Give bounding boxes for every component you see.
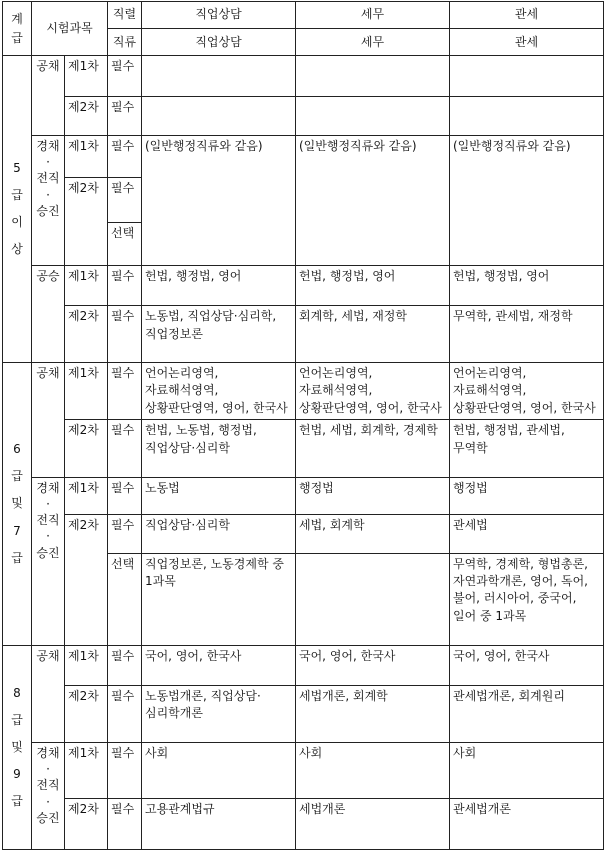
subject-cell: 헌법, 행정법, 영어 bbox=[142, 266, 296, 306]
subject-type-cell: 필수 bbox=[108, 96, 142, 135]
grade-gap bbox=[3, 784, 31, 792]
subject-type-cell: 필수 bbox=[108, 362, 142, 420]
subject-cell: 관세법개론 bbox=[450, 799, 604, 850]
subject-cell: 국어, 영어, 한국사 bbox=[142, 646, 296, 685]
table-row bbox=[3, 306, 604, 362]
grade-cell-g8 bbox=[3, 646, 32, 850]
subject-type-cell: 필수 bbox=[108, 477, 142, 514]
subject-cell: (일반행정직류와 같음) bbox=[296, 136, 450, 266]
subject-cell: 국어, 영어, 한국사 bbox=[296, 646, 450, 685]
subject-cell bbox=[450, 96, 604, 135]
grade-gap bbox=[3, 178, 31, 186]
subject-cell bbox=[450, 56, 604, 96]
stage-cell: 제2차 bbox=[65, 420, 108, 477]
subject-cell: 행정법 bbox=[296, 477, 450, 514]
subject-type-cell: 필수 bbox=[108, 646, 142, 685]
subject-cell: 고용관계법규 bbox=[142, 799, 296, 850]
subject-cell bbox=[142, 96, 296, 135]
category-char: · bbox=[46, 497, 50, 512]
stage-cell: 제1차 bbox=[65, 477, 108, 514]
subject-type-cell: 필수 bbox=[108, 306, 142, 362]
category-char: 전직 bbox=[36, 778, 60, 793]
subject-cell: (일반행정직류와 같음) bbox=[142, 136, 296, 266]
grade-gap bbox=[3, 730, 31, 738]
subject-cell: 무역학, 관세법, 재정학 bbox=[450, 306, 604, 362]
subject-cell: 사회 bbox=[296, 743, 450, 799]
category-char: 전직 bbox=[36, 513, 60, 528]
grade-gap bbox=[3, 232, 31, 240]
header-row-series bbox=[3, 2, 604, 29]
exam-subject-table bbox=[2, 1, 604, 850]
subject-type-cell: 필수 bbox=[108, 420, 142, 477]
subject-type-cell: 필수 bbox=[108, 799, 142, 850]
category-gongchae: 공채 bbox=[32, 362, 65, 477]
category-char: 승진 bbox=[36, 810, 60, 825]
table-row bbox=[3, 96, 604, 135]
subject-cell: 세법개론, 회계학 bbox=[296, 685, 450, 742]
category-char: 전직 bbox=[36, 171, 60, 186]
table-row bbox=[3, 362, 604, 420]
stage-cell: 제2차 bbox=[65, 96, 108, 135]
subject-cell bbox=[296, 56, 450, 96]
grade-cell-g5 bbox=[3, 56, 32, 362]
table-row bbox=[3, 136, 604, 178]
subject-cell: 헌법, 행정법, 영어 bbox=[296, 266, 450, 306]
subject-cell: 국어, 영어, 한국사 bbox=[450, 646, 604, 685]
grade-char: 이 bbox=[11, 215, 23, 230]
stage-cell: 제2차 bbox=[65, 306, 108, 362]
stage-cell: 제2차 bbox=[65, 799, 108, 850]
subject-cell bbox=[296, 96, 450, 135]
table-row bbox=[3, 515, 604, 553]
grade-gap bbox=[3, 486, 31, 494]
subject-cell: 세법개론 bbox=[296, 799, 450, 850]
kind-header-1: 직업상담 bbox=[142, 29, 296, 56]
category-char: · bbox=[46, 762, 50, 777]
subject-cell: 회계학, 세법, 재정학 bbox=[296, 306, 450, 362]
series-row-label: 직렬 bbox=[108, 2, 142, 29]
category-char: · bbox=[46, 529, 50, 544]
stage-cell: 제2차 bbox=[65, 515, 108, 646]
subject-cell: 직업상담·심리학 bbox=[142, 515, 296, 553]
kind-header-2: 세무 bbox=[296, 29, 450, 56]
category-gongseung: 공승 bbox=[32, 266, 65, 363]
subject-cell: (일반행정직류와 같음) bbox=[450, 136, 604, 266]
grade-char: 급 bbox=[11, 187, 23, 202]
grade-char: 급 bbox=[11, 469, 23, 484]
table-row bbox=[3, 56, 604, 96]
series-header-3: 관세 bbox=[450, 2, 604, 29]
grade-char: 7 bbox=[13, 523, 21, 538]
subject-cell: 헌법, 세법, 회계학, 경제학 bbox=[296, 420, 450, 477]
subject-cell: 언어논리영역, 자료해석영역, 상황판단영역, 영어, 한국사 bbox=[450, 362, 604, 420]
subject-cell: 세법, 회계학 bbox=[296, 515, 450, 553]
stage-cell: 제1차 bbox=[65, 56, 108, 96]
subject-cell: 헌법, 행정법, 관세법, 무역학 bbox=[450, 420, 604, 477]
kind-header-3: 관세 bbox=[450, 29, 604, 56]
stage-cell: 제1차 bbox=[65, 362, 108, 420]
series-header-2: 세무 bbox=[296, 2, 450, 29]
subject-header: 시험과목 bbox=[32, 2, 108, 56]
category-char: 승진 bbox=[36, 545, 60, 560]
subject-type-cell: 필수 bbox=[108, 743, 142, 799]
table-row bbox=[3, 646, 604, 685]
subject-cell: 노동법 bbox=[142, 477, 296, 514]
subject-cell bbox=[142, 56, 296, 96]
grade-char: 및 bbox=[11, 496, 23, 511]
category-char: 승진 bbox=[36, 203, 60, 218]
category-char: 경채 bbox=[36, 139, 60, 154]
series-header-1: 직업상담 bbox=[142, 2, 296, 29]
table-row bbox=[3, 266, 604, 306]
subject-type-cell: 필수 bbox=[108, 685, 142, 742]
grade-char: 8 bbox=[13, 685, 21, 700]
category-char: · bbox=[46, 155, 50, 170]
table-row bbox=[3, 799, 604, 850]
subject-cell: 노동법, 직업상담·심리학, 직업정보론 bbox=[142, 306, 296, 362]
category-char: 경채 bbox=[36, 746, 60, 761]
subject-type-cell: 선택 bbox=[108, 222, 142, 265]
subject-type-cell: 필수 bbox=[108, 136, 142, 178]
grade-gap bbox=[3, 541, 31, 549]
category-gyeongchae bbox=[32, 477, 65, 645]
subject-cell: 행정법 bbox=[450, 477, 604, 514]
subject-type-cell: 필수 bbox=[108, 515, 142, 553]
subject-cell: 직업정보론, 노동경제학 중 1과목 bbox=[142, 553, 296, 646]
grade-gap bbox=[3, 514, 31, 522]
table-row bbox=[3, 477, 604, 514]
category-gyeongchae bbox=[32, 743, 65, 850]
category-char: · bbox=[46, 187, 50, 202]
stage-cell: 제1차 bbox=[65, 743, 108, 799]
subject-type-cell: 필수 bbox=[108, 266, 142, 306]
grade-char: 급 bbox=[11, 550, 23, 565]
subject-type-cell: 필수 bbox=[108, 178, 142, 222]
subject-cell: 언어논리영역, 자료해석영역, 상황판단영역, 영어, 한국사 bbox=[296, 362, 450, 420]
grade-gap bbox=[3, 459, 31, 467]
category-gyeongchae bbox=[32, 136, 65, 266]
grade-header bbox=[3, 2, 32, 56]
kind-row-label: 직류 bbox=[108, 29, 142, 56]
subject-cell bbox=[296, 553, 450, 646]
subject-cell: 관세법개론, 회계원리 bbox=[450, 685, 604, 742]
subject-cell: 언어논리영역, 자료해석영역, 상황판단영역, 영어, 한국사 bbox=[142, 362, 296, 420]
subject-type-cell: 필수 bbox=[108, 56, 142, 96]
table-row bbox=[3, 685, 604, 742]
category-gongchae: 공채 bbox=[32, 646, 65, 743]
stage-cell: 제1차 bbox=[65, 646, 108, 685]
subject-cell: 노동법개론, 직업상담·심리학개론 bbox=[142, 685, 296, 742]
subject-cell: 무역학, 경제학, 형법총론, 자연과학개론, 영어, 독어, 불어, 러시아어, 중국어, 일어 중 1과목 bbox=[450, 553, 604, 646]
grade-char: 상 bbox=[11, 242, 23, 257]
subject-cell: 헌법, 노동법, 행정법, 직업상담·심리학 bbox=[142, 420, 296, 477]
grade-cell-g6 bbox=[3, 362, 32, 645]
grade-header-char: 계 bbox=[11, 11, 23, 26]
stage-cell: 제2차 bbox=[65, 685, 108, 742]
table-row bbox=[3, 743, 604, 799]
grade-header-char: 급 bbox=[11, 30, 23, 45]
subject-cell: 사회 bbox=[142, 743, 296, 799]
subject-cell: 사회 bbox=[450, 743, 604, 799]
grade-char: 9 bbox=[13, 767, 21, 782]
stage-cell: 제1차 bbox=[65, 266, 108, 306]
grade-gap bbox=[3, 757, 31, 765]
grade-char: 급 bbox=[11, 712, 23, 727]
category-char: 경채 bbox=[36, 480, 60, 495]
subject-cell: 헌법, 행정법, 영어 bbox=[450, 266, 604, 306]
grade-gap bbox=[3, 205, 31, 213]
grade-char: 및 bbox=[11, 740, 23, 755]
grade-gap bbox=[3, 703, 31, 711]
grade-char: 급 bbox=[11, 794, 23, 809]
table-row bbox=[3, 420, 604, 477]
category-char: · bbox=[46, 794, 50, 809]
subject-type-cell: 선택 bbox=[108, 553, 142, 646]
grade-char: 5 bbox=[13, 160, 21, 175]
stage-cell: 제2차 bbox=[65, 178, 108, 266]
subject-cell: 관세법 bbox=[450, 515, 604, 553]
grade-char: 6 bbox=[13, 442, 21, 457]
category-gongchae: 공채 bbox=[32, 56, 65, 136]
stage-cell: 제1차 bbox=[65, 136, 108, 178]
